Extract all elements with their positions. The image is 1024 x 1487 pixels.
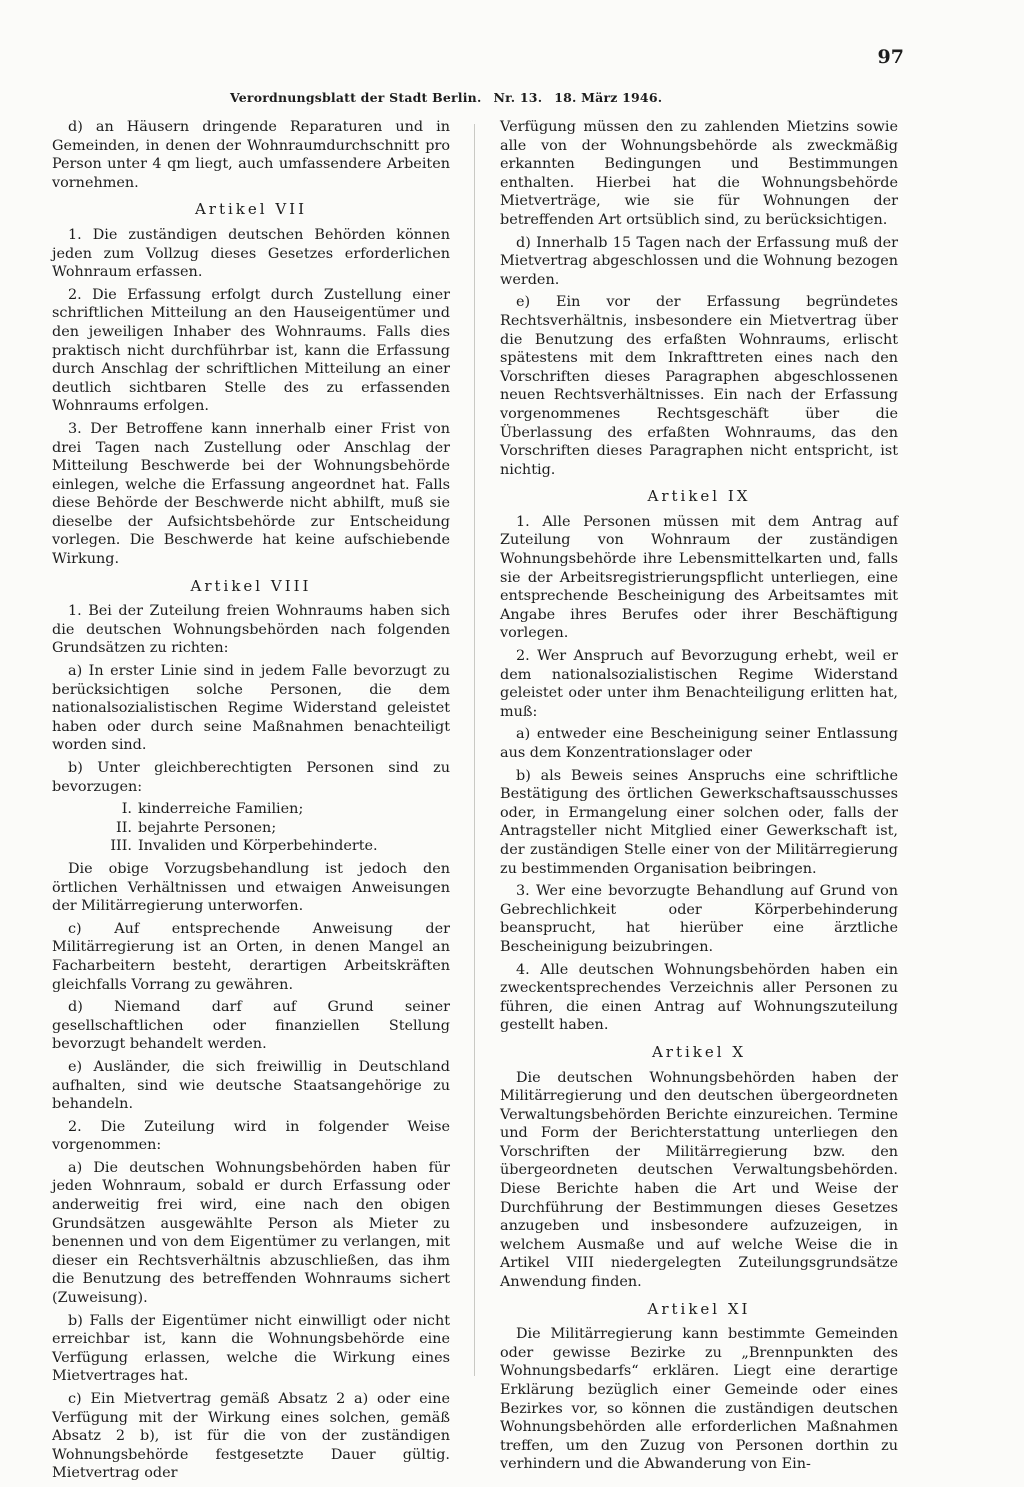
list-text: kinderreiche Familien; [138, 801, 304, 818]
paragraph: e) Ein vor der Erfassung begründetes Rechtsverhältnis, insbesondere ein Mietvertrag über die Benutzung des erfaßten Wohnraums, erlischt spätestens mit dem Inkrafttreten eines nach den Vorschriften dieses Paragraphen abgeschlossenen neuen Rechtsverhältnisses. Ein nach der Erfassung vorgenommenes Rechtsgeschäft über die Überlassung des erfaßten Wohnraums, das den Vorschriften dieses Paragraphen nicht entspricht, ist nichtig. [500, 294, 898, 478]
publication-title: Verordnungsblatt der Stadt Berlin. [230, 90, 482, 105]
paragraph: Die obige Vorzugsbehandlung ist jedoch den örtlichen Verhältnissen und etwaigen Anweisungen der Militärregierung unterworfen. [52, 860, 450, 915]
paragraph: 3. Der Betroffene kann innerhalb einer Frist von drei Tagen nach Zustellung oder Anschlag der Mitteilung Beschwerde bei der Wohnungsbehörde einlegen, welche die Erfassung angeordnet hat. Falls diese Behörde der Beschwerde nicht abhilft, muß sie dieselbe der Aufsichtsbehörde zur Entscheidung vorlegen. Die Beschwerde hat keine aufschiebende Wirkung. [52, 420, 450, 568]
paragraph: b) Falls der Eigentümer nicht einwilligt oder nicht erreichbar ist, kann die Wohnungsbehörde eine Verfügung erlassen, welche die Wirkung eines Mietvertrages hat. [52, 1312, 450, 1385]
article-heading-ix: Artikel IX [647, 487, 751, 506]
paragraph: c) Ein Mietvertrag gemäß Absatz 2 a) oder eine Verfügung mit der Wirkung eines solchen, gemäß Absatz 2 b), ist für die von der zuständigen Wohnungsbehörde festgesetzte Dauer gültig. Mietvertrag oder [52, 1391, 450, 1482]
preference-list [52, 800, 450, 856]
paragraph: 1. Alle Personen müssen mit dem Antrag auf Zuteilung von Wohnraum der zuständigen Wohnungsbehörde ihre Lebensmittelkarten und, falls sie der Arbeitsregistrierungspflicht unterliegen, eine entsprechende Bescheinigung des Arbeitsamtes mit Angabe ihres Berufes oder ihrer Beschäftigung vorlegen. [500, 513, 898, 642]
paragraph: Die Militärregierung kann bestimmte Gemeinden oder gewisse Bezirke zu „Brennpunkten des Wohnungsbedarfs“ erklären. Liegt eine derartige Erklärung bezüglich einer Gemeinde oder eines Bezirkes vor, so können die zuständigen deutschen Wohnungsbehörden alle erforderlichen Maßnahmen treffen, um den Zuzug von Personen dorthin zu verhindern und die Abwanderung von Ein- [500, 1326, 898, 1473]
left-column [52, 118, 450, 1487]
list-number: II. [116, 819, 132, 836]
article-heading-vii: Artikel VII [194, 200, 308, 219]
paragraph: d) Niemand darf auf Grund seiner gesellschaftlichen oder finanziellen Stellung bevorzugt behandelt werden. [52, 999, 450, 1053]
list-text: bejahrte Personen; [138, 819, 277, 836]
paragraph: Die deutschen Wohnungsbehörden haben der Militärregierung und den deutschen übergeordneten Verwaltungsbehörden Berichte einzureichen. Termine und Form der Berichterstattung unterliegen den Vorschriften der Militärregierung bzw. den übergeordneten deutschen Verwaltungsbehörden. Diese Berichte haben die Art und Weise der Durchführung der Bestimmungen dieses Gesetzes anzugeben und insbesondere aufzuzeigen, in welchem Ausmaße und auf welche Weise die in Artikel VIII niedergelegten Zuteilungsgrundsätze Anwendung finden. [500, 1069, 898, 1291]
paragraph: 2. Wer Anspruch auf Bevorzugung erhebt, weil er dem nationalsozialistischen Regime Widerstand geleistet oder unter ihm Benachteiligung erlitten hat, muß: [500, 648, 898, 720]
paragraph: a) Die deutschen Wohnungsbehörden haben für jeden Wohnraum, sobald er durch Erfassung oder anderweitig frei wird, eine nach den obigen Grundsätzen ausgewählte Person als Mieter zu benennen und von dem Eigentümer zu verlangen, mit dieser ein Rechtsverhältnis abzuschließen, das ihm die Benutzung des betreffenden Wohnraums sichert (Zuweisung). [52, 1159, 450, 1307]
paragraph: Verfügung müssen den zu zahlenden Mietzins sowie alle von der Wohnungsbehörde als zweckmäßig erkannten Bedingungen und Bestimmungen enthalten. Hierbei hat die Wohnungsbehörde Mietverträge, wie sie für Wohnungen der betreffenden Art ortsüblich sind, zu berücksichtigen. [500, 119, 898, 228]
paragraph: 2. Die Erfassung erfolgt durch Zustellung einer schriftlichen Mitteilung an den Hauseigentümer und den jeweiligen Inhaber des Wohnraums. Falls dies praktisch nicht durchführbar ist, kann die Erfassung durch Anschlag der schriftlichen Mitteilung an einer deutlich sichtbaren Stelle des zu erfassenden Wohnraums erfolgen. [52, 286, 450, 415]
paragraph: a) In erster Linie sind in jedem Falle bevorzugt zu berücksichtigen solche Personen, die dem nationalsozialistischen Regime Widerstand geleistet haben oder durch seine Maßnahmen benachteiligt worden sind. [52, 663, 450, 754]
issue-date: 18. März 1946. [554, 90, 663, 105]
list-number: III. [110, 838, 132, 855]
paragraph: 3. Wer eine bevorzugte Behandlung auf Grund von Gebrechlichkeit oder Körperbehinderung beansprucht, hat hierüber eine ärztliche Bescheinigung beizubringen. [500, 883, 898, 955]
paragraph: b) als Beweis seines Anspruchs eine schriftliche Bestätigung des örtlichen Gewerkschaftsausschusses oder, in Ermangelung einer solchen oder, falls der Antragsteller nicht Mitglied einer Gewerkschaft ist, der zuständigen Stelle einer von der Militärregierung zu bestimmenden Organisation beibringen. [500, 767, 898, 877]
paragraph: 1. Bei der Zuteilung freien Wohnraums haben sich die deutschen Wohnungsbehörden nach folgenden Grundsätzen zu richten: [52, 603, 450, 657]
running-header [230, 90, 680, 105]
paragraph: 2. Die Zuteilung wird in folgender Weise vorgenommen: [52, 1118, 450, 1154]
paragraph: b) Unter gleichberechtigten Personen sind zu bevorzugen: [52, 760, 450, 795]
list-number: I. [121, 801, 132, 818]
article-heading-xi: Artikel XI [647, 1299, 751, 1318]
paragraph: a) entweder eine Bescheinigung seiner Entlassung aus dem Konzentrationslager oder [500, 726, 898, 761]
paragraph: d) Innerhalb 15 Tagen nach der Erfassung muß der Mietvertrag abgeschlossen und die Wohnung bezogen werden. [500, 234, 898, 288]
paragraph: e) Ausländer, die sich freiwillig in Deutschland aufhalten, sind wie deutsche Staatsangehörige zu behandeln. [52, 1058, 450, 1113]
issue-number: Nr. 13. [493, 90, 543, 105]
right-column [500, 118, 898, 1478]
list-text: Invaliden und Körperbehinderte. [138, 838, 378, 855]
paragraph: c) Auf entsprechende Anweisung der Militärregierung ist an Orten, in denen Mangel an Facharbeitern besteht, derartigen Arbeitskräften gleichfalls Vorrang zu gewähren. [52, 920, 450, 993]
column-divider [474, 124, 475, 1376]
list-item [52, 837, 450, 856]
paragraph: d) an Häusern dringende Reparaturen und in Gemeinden, in denen der Wohnraumdurchschnitt pro Person unter 4 qm liegt, auch umfassendere Arbeiten vornehmen. [52, 119, 450, 191]
list-item [52, 819, 450, 838]
page-number: 97 [877, 46, 904, 68]
list-item [52, 800, 450, 819]
article-heading-viii: Artikel VIII [190, 576, 312, 595]
paragraph: 1. Die zuständigen deutschen Behörden können jeden zum Vollzug dieses Gesetzes erforderlichen Wohnraum erfassen. [52, 226, 450, 281]
article-heading-x: Artikel X [651, 1042, 747, 1061]
paragraph: 4. Alle deutschen Wohnungsbehörden haben ein zweckentsprechendes Verzeichnis aller Personen zu führen, die einen Antrag auf Wohnungszuteilung gestellt haben. [500, 961, 898, 1034]
